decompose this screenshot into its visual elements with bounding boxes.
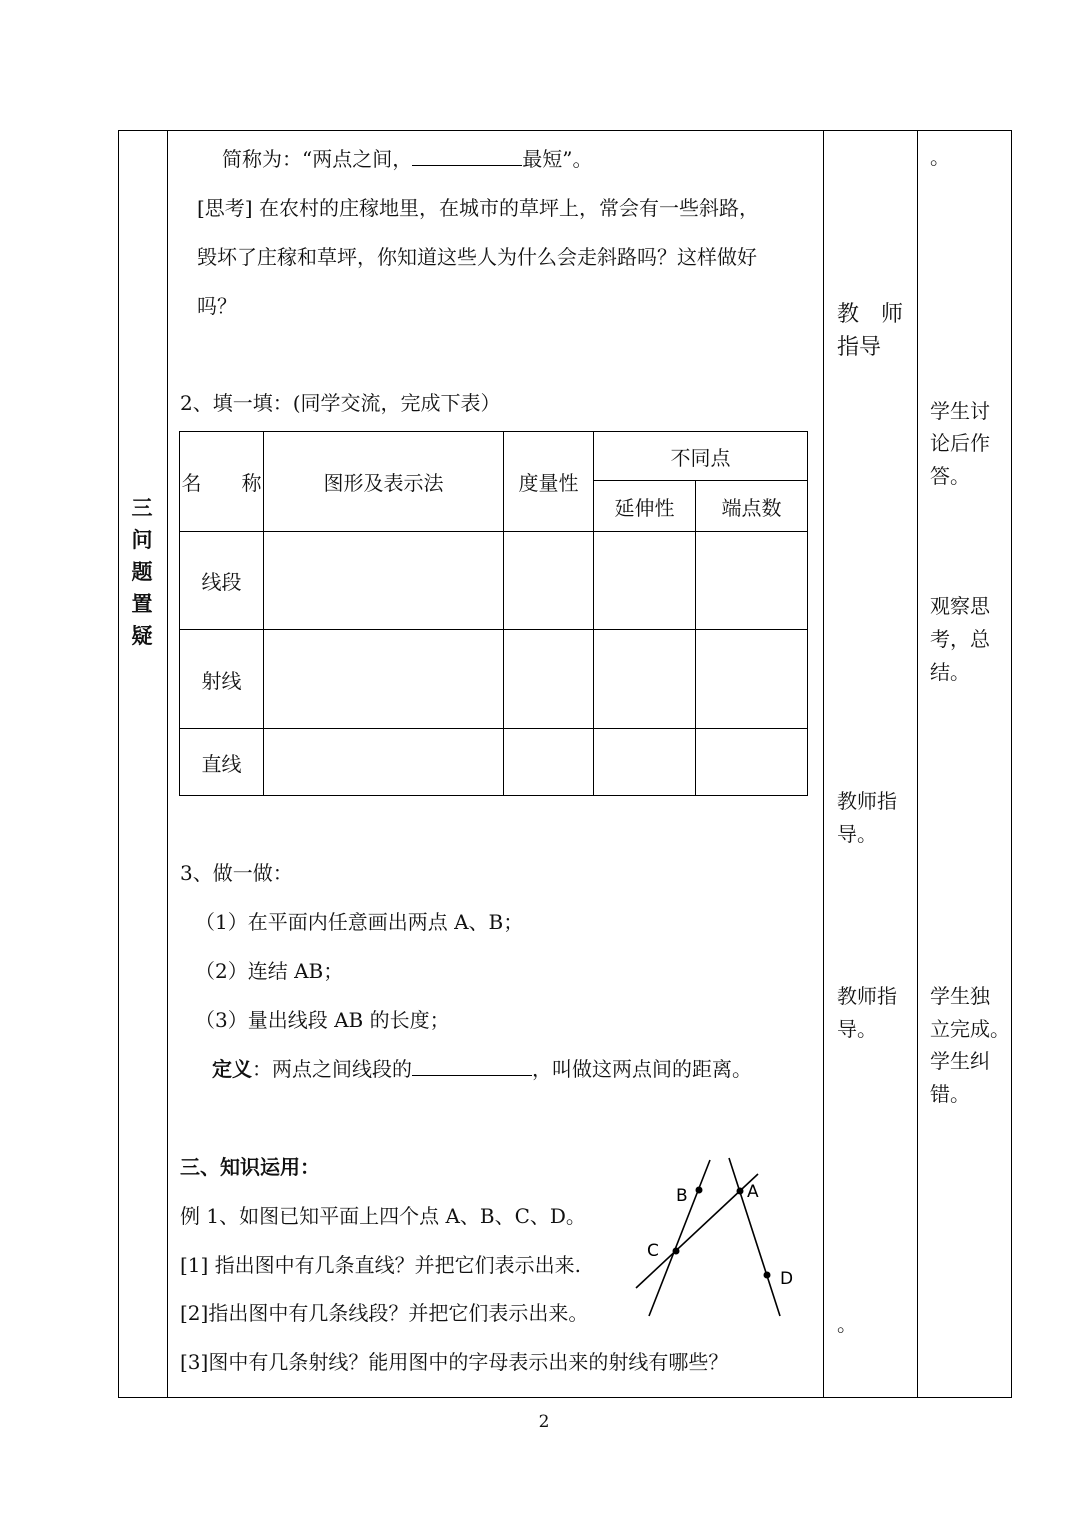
student-discuss-1: 学生讨 xyxy=(930,399,990,423)
student-observe-3: 结。 xyxy=(930,660,970,684)
teacher-guide-line-2: 指导 xyxy=(837,335,882,360)
section-label xyxy=(128,492,156,652)
question-1: [1] 指出图中有几条直线？并把它们表示出来. xyxy=(180,1253,582,1277)
line-shortest-suffix: 最短”。 xyxy=(522,147,593,171)
label-d: D xyxy=(780,1269,794,1289)
section-label-char: 问 xyxy=(131,527,153,552)
table-row-label: 线段 xyxy=(201,570,242,594)
step-3: （3）量出线段 AB 的长度； xyxy=(195,1008,450,1032)
student-independent-1: 学生独 xyxy=(930,984,990,1008)
page-number: 2 xyxy=(538,1412,550,1432)
frame-bottom xyxy=(118,1397,1012,1398)
definition-label: 定义 xyxy=(212,1057,252,1081)
question-3: [3]图中有几条射线？能用图中的字母表示出来的射线有哪些？ xyxy=(180,1350,729,1374)
point-c xyxy=(673,1248,680,1255)
line-shortest-prefix: 简称为：“两点之间， xyxy=(222,147,413,171)
student-dot: 。 xyxy=(930,145,950,169)
label-a: A xyxy=(747,1182,759,1202)
inner-table-line xyxy=(179,531,808,532)
label-b: B xyxy=(676,1186,688,1206)
answer-blank-2 xyxy=(412,1057,532,1076)
section-label-char: 疑 xyxy=(131,623,153,648)
fill-title: 2、填一填：(同学交流，完成下表） xyxy=(180,391,501,415)
section-label-char: 题 xyxy=(131,559,153,584)
inner-table-line xyxy=(179,629,808,630)
inner-table-line xyxy=(807,431,808,796)
definition-suffix: ，叫做这两点间的距离。 xyxy=(532,1057,752,1081)
student-observe-2: 考，总 xyxy=(930,627,990,651)
table-header-name: 名 称 xyxy=(181,471,262,495)
do-title: 3、做一做： xyxy=(180,861,293,885)
section-label-char: 置 xyxy=(131,591,153,616)
student-discuss-2: 论后作 xyxy=(930,431,990,455)
teacher-guide-b-1: 教师指 xyxy=(837,789,897,813)
think-line-2: 毁坏了庄稼和草坪，你知道这些人为什么会走斜路吗？这样做好 xyxy=(197,245,757,269)
frame-left xyxy=(118,130,119,1398)
frame-right xyxy=(1011,130,1012,1398)
inner-table-line xyxy=(179,728,808,729)
table-header-extend: 延伸性 xyxy=(614,495,675,520)
inner-table-line xyxy=(179,795,808,796)
definition-prefix: ：两点之间线段的 xyxy=(252,1057,412,1081)
teacher-guide-c-2: 导。 xyxy=(837,1017,877,1041)
table-row-label: 直线 xyxy=(201,751,242,776)
teacher-guide-b-2: 导。 xyxy=(837,822,877,846)
question-2: [2]指出图中有几条线段？并把它们表示出来。 xyxy=(180,1301,589,1325)
point-d xyxy=(764,1272,771,1279)
section-label-char: 三 xyxy=(131,495,153,520)
answer-blank-1 xyxy=(412,147,522,166)
teacher-dot: 。 xyxy=(837,1312,857,1336)
table-header-difference: 不同点 xyxy=(670,445,731,470)
student-independent-4: 错。 xyxy=(930,1082,970,1106)
divider-teacher xyxy=(917,130,918,1398)
table-header-measure: 度量性 xyxy=(518,471,579,495)
example-1: 例 1、如图已知平面上四个点 A、B、C、D。 xyxy=(180,1204,586,1228)
table-header-endpoints: 端点数 xyxy=(721,495,782,520)
step-1: （1）在平面内任意画出两点 A、B； xyxy=(195,910,524,934)
student-observe-1: 观察思 xyxy=(930,594,990,618)
points-figure xyxy=(630,1150,800,1322)
step-2: （2）连结 AB； xyxy=(195,959,344,983)
table-header-figure: 图形及表示法 xyxy=(323,471,444,495)
apply-title: 三、知识运用： xyxy=(180,1155,320,1179)
label-c: C xyxy=(647,1241,659,1261)
divider-label xyxy=(167,130,168,1398)
point-a xyxy=(737,1188,744,1195)
student-independent-3: 学生纠 xyxy=(930,1049,990,1073)
teacher-guide-c-1: 教师指 xyxy=(837,984,897,1008)
line-shortest xyxy=(222,143,592,172)
student-discuss-3: 答。 xyxy=(930,464,970,488)
definition xyxy=(212,1053,752,1082)
teacher-guide-line-1: 教 师 xyxy=(837,302,904,327)
student-independent-2: 立完成。 xyxy=(930,1017,1010,1041)
table-row-label: 射线 xyxy=(201,668,242,693)
point-b xyxy=(696,1187,703,1194)
think-line-3: 吗？ xyxy=(197,294,237,318)
divider-main xyxy=(823,130,824,1398)
line-through-b-c xyxy=(649,1160,710,1316)
frame-top xyxy=(118,130,1012,131)
think-line-1: [思考] 在农村的庄稼地里，在城市的草坪上，常会有一些斜路， xyxy=(197,196,759,220)
